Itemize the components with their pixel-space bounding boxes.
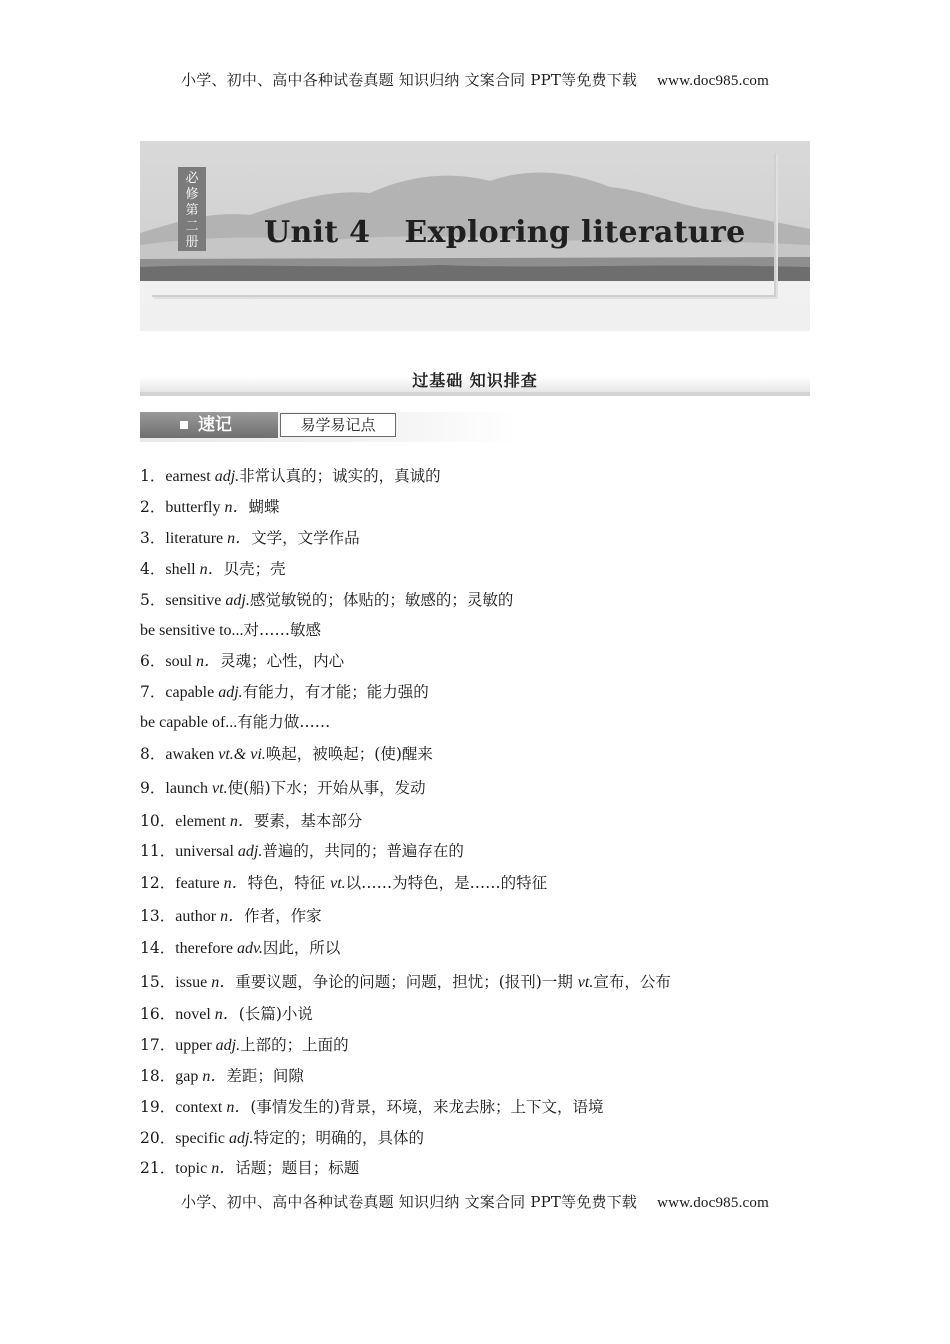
vocab-meaning: 普遍的，共同的；普遍存在的 [262, 842, 464, 860]
vocab-meaning-2: 宣布，公布 [593, 973, 671, 991]
vocab-part-of-speech: n． [199, 561, 224, 578]
vocab-part-of-speech: n． [196, 653, 221, 670]
vocab-item [140, 873, 547, 894]
vocab-item [140, 841, 464, 862]
footer-site-link[interactable]: www.doc985.com [657, 1195, 769, 1211]
vocab-item [140, 1128, 424, 1149]
vocab-word: literature [165, 530, 228, 547]
footer-text: 小学、初中、高中各种试卷真题 知识归纳 文案合同 PPT等免费下载 [181, 1193, 638, 1211]
vocab-meaning: 贝壳；壳 [223, 560, 286, 578]
tag-row [140, 412, 518, 442]
vocab-word: topic [175, 1160, 212, 1177]
vocab-number: 7． [140, 683, 166, 701]
section-bar [140, 366, 810, 396]
vocab-part-of-speech: n． [211, 974, 236, 991]
volume-char: 修 [185, 187, 199, 202]
vocab-number: 5． [140, 591, 166, 609]
vocab-part-of-speech: adj. [218, 684, 243, 701]
vocab-meaning-2: 以……为特色，是……的特征 [345, 874, 548, 892]
section-title: 过基础 知识排查 [412, 371, 538, 390]
vocab-part-of-speech: adv. [236, 940, 263, 957]
vocab-item [140, 620, 321, 641]
vocab-meaning: 有能力做…… [237, 713, 331, 731]
vocab-number: 15． [140, 973, 176, 991]
vocab-number: 20． [140, 1129, 176, 1147]
vocab-item [140, 972, 671, 993]
volume-char: 二 [185, 219, 199, 234]
header-site-link[interactable]: www.doc985.com [657, 73, 769, 89]
vocab-word: capable [165, 684, 219, 701]
volume-char: 册 [185, 235, 199, 250]
banner-frame [152, 153, 776, 297]
vocab-number: 13． [140, 907, 176, 925]
vocab-part-of-speech-2: vt. [577, 974, 594, 991]
page-header [0, 69, 950, 90]
vocab-word: awaken [165, 746, 219, 763]
vocab-word: feature [175, 875, 224, 892]
vocab-word: be capable of... [140, 714, 238, 731]
header-text: 小学、初中、高中各种试卷真题 知识归纳 文案合同 PPT等免费下载 [181, 71, 638, 89]
easy-learn-tag: 易学易记点 [280, 413, 396, 437]
vocab-meaning: 感觉敏锐的；体贴的；敏感的；灵敏的 [249, 591, 514, 609]
vocab-item [140, 744, 433, 765]
vocab-word: butterfly [165, 499, 225, 516]
vocab-word: novel [175, 1006, 215, 1023]
vocab-item [140, 497, 280, 518]
page-footer [0, 1191, 950, 1212]
vocab-number: 3． [140, 529, 166, 547]
vocab-number: 19． [140, 1098, 176, 1116]
vocab-number: 21． [140, 1159, 176, 1177]
vocab-meaning: 蝴蝶 [248, 498, 280, 516]
vocab-word: element [175, 813, 230, 830]
vocab-word: author [175, 908, 221, 925]
unit-label: Unit 4 [264, 215, 371, 250]
vocab-meaning: 因此，所以 [262, 939, 341, 957]
vocab-word: issue [175, 974, 212, 991]
vocab-number: 10． [140, 812, 176, 830]
vocab-meaning: 话题；题目；标题 [235, 1159, 360, 1177]
volume-char: 第 [185, 203, 199, 218]
vocab-word: shell [165, 561, 200, 578]
vocab-number: 2． [140, 498, 166, 516]
vocab-word: universal [175, 843, 238, 860]
vocab-word: gap [175, 1068, 203, 1085]
unit-name: Exploring literature [404, 215, 746, 250]
vocab-word: earnest [165, 468, 215, 485]
vocab-part-of-speech: n． [227, 530, 252, 547]
vocab-item [140, 811, 362, 832]
vocab-word: specific [175, 1130, 229, 1147]
vocab-number: 8． [140, 745, 166, 763]
vocab-item [140, 466, 441, 487]
vocab-meaning: 差距；间隙 [226, 1067, 304, 1085]
vocab-part-of-speech: vt. [212, 780, 228, 797]
vocab-meaning: 非常认真的；诚实的，真诚的 [239, 467, 441, 485]
square-bullet-icon [180, 421, 188, 429]
vocab-item [140, 938, 340, 959]
vocab-meaning: 文学，文学作品 [251, 529, 360, 547]
vocab-number: 18． [140, 1067, 176, 1085]
vocab-number: 9． [140, 779, 166, 797]
vocab-item [140, 906, 322, 927]
vocab-meaning: 使(船)下水；开始从事，发动 [227, 779, 426, 797]
quick-memo-tag [140, 412, 278, 438]
vocab-number: 17． [140, 1036, 176, 1054]
vocab-part-of-speech: adj. [215, 1037, 241, 1054]
vocab-meaning: (长篇)小说 [238, 1005, 313, 1023]
vocab-item [140, 1158, 359, 1179]
vocab-meaning: 特定的；明确的，具体的 [253, 1129, 424, 1147]
vocab-meaning: 作者，作家 [244, 907, 322, 925]
vocab-item [140, 682, 429, 703]
vocab-part-of-speech: adj. [214, 468, 240, 485]
vocab-word: soul [165, 653, 197, 670]
unit-title [264, 215, 745, 250]
vocab-part-of-speech: n． [226, 1099, 251, 1116]
vocab-part-of-speech: adj. [228, 1130, 254, 1147]
vocab-item [140, 712, 330, 733]
vocab-meaning: (事情发生的)背景，环境，来龙去脉；上下文，语境 [250, 1098, 604, 1116]
vocab-part-of-speech-2: vt. [330, 875, 346, 892]
vocab-part-of-speech: n． [229, 813, 254, 830]
vocab-number: 4． [140, 560, 166, 578]
vocab-number: 1． [140, 467, 166, 485]
vocab-meaning: 特色，特征 [247, 874, 331, 892]
vocab-item [140, 590, 513, 611]
vocab-number: 14． [140, 939, 176, 957]
quick-memo-label: 速记 [198, 415, 232, 435]
vocab-word: launch [165, 780, 213, 797]
vocab-part-of-speech: n． [202, 1068, 227, 1085]
vocab-word: sensitive [165, 592, 226, 609]
vocab-item [140, 1035, 349, 1056]
vocab-part-of-speech: n． [211, 1160, 236, 1177]
vocab-part-of-speech: n． [220, 908, 245, 925]
vocab-number: 16． [140, 1005, 176, 1023]
vocab-meaning: 唤起，被唤起；(使)醒来 [265, 745, 433, 763]
vocab-number: 6． [140, 652, 166, 670]
vocab-word: upper [175, 1037, 216, 1054]
vocab-item [140, 1066, 304, 1087]
vocab-part-of-speech: vt.& vi. [218, 746, 266, 763]
vocab-part-of-speech: adj. [237, 843, 263, 860]
vocab-word: context [175, 1099, 227, 1116]
volume-char: 必 [185, 171, 199, 186]
vocab-item [140, 559, 286, 580]
volume-badge [178, 167, 206, 251]
unit-banner [140, 141, 810, 331]
vocab-item [140, 1097, 603, 1118]
vocab-meaning: 重要议题，争论的问题；问题，担忧；(报刊)一期 [235, 973, 578, 991]
vocab-part-of-speech: n． [224, 499, 249, 516]
vocab-word: therefore [175, 940, 237, 957]
vocab-meaning: 上部的；上面的 [240, 1036, 349, 1054]
vocab-number: 12． [140, 874, 176, 892]
vocab-item [140, 778, 426, 799]
vocab-meaning: 对……敏感 [243, 621, 322, 639]
vocab-meaning: 灵魂；心性，内心 [220, 652, 345, 670]
vocab-word: be sensitive to... [140, 622, 244, 639]
vocab-item [140, 528, 360, 549]
vocab-number: 11． [140, 842, 176, 860]
vocab-part-of-speech: n． [214, 1006, 239, 1023]
vocab-meaning: 有能力，有才能；能力强的 [242, 683, 429, 701]
vocab-meaning: 要素，基本部分 [253, 812, 363, 830]
vocab-item [140, 1004, 313, 1025]
vocab-item [140, 651, 344, 672]
vocab-part-of-speech: adj. [225, 592, 250, 609]
vocab-part-of-speech: n． [223, 875, 248, 892]
